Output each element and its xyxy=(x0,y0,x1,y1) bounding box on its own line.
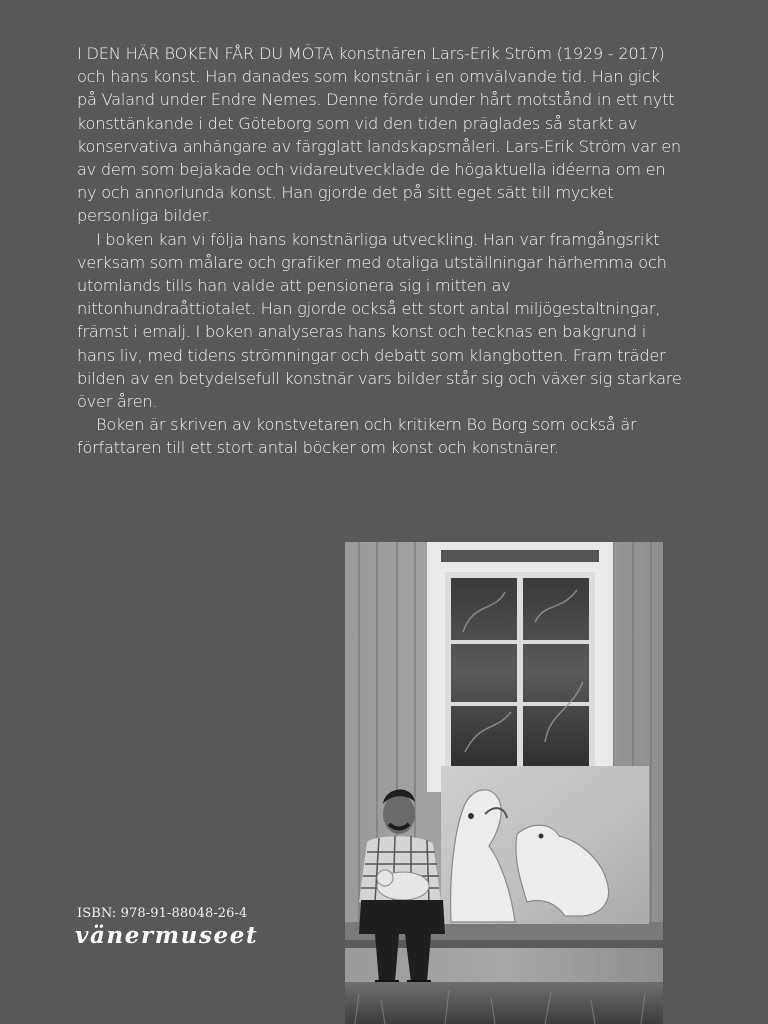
blurb-paragraph-1 xyxy=(77,42,682,228)
blurb-paragraph-3: Boken är skriven av konstvetaren och kritikern Bo Borg som också är författaren till ett stort antal böcker om konst och konstnärer. xyxy=(77,415,637,458)
blurb-paragraph-1-body: konstnären Lars-Erik Ström (1929 - 2017) och hans konst. Han danades som konstnär i en omvälvande tid. Han gick på Valand under Endre Nemes. Denne förde under hårt motstånd in ett nytt konsttänkande i det Göteborg som vid den tiden präglades så starkt av konservativa anhängare av färgglatt landskapsmåleri. Lars-Erik Ström var en av dem som bejakade och vidareutvecklade de högaktuella idéerna om en ny och annorlunda konst. Han gjorde det på sitt eget sätt till mycket personliga bilder. xyxy=(77,44,681,226)
isbn-number: ISBN: 978-91-88048-26-4 xyxy=(77,906,248,921)
back-cover-blurb xyxy=(77,42,682,460)
blurb-lead-in: I DEN HÄR BOKEN FÅR DU MÖTA xyxy=(77,44,334,63)
artist-photo xyxy=(345,542,663,1024)
publisher-logo: vänermuseet xyxy=(75,922,259,949)
blurb-paragraph-2: I boken kan vi följa hans konstnärliga utveckling. Han var framgångsrikt verksam som målare och grafiker med otaliga utställningar härhemma och utomlands tills han valde att pensionera sig i mitten av nittonhundraåttiotalet. Han gjorde också ett stort antal miljögestaltningar, främst i emalj. I boken analyseras hans konst och tecknas en bakgrund i hans liv, med tidens strömningar och debatt som klangbotten. Fram träder bilden av en betydelsefull konstnär vars bilder står sig och växer sig starkare över åren. xyxy=(77,229,682,412)
